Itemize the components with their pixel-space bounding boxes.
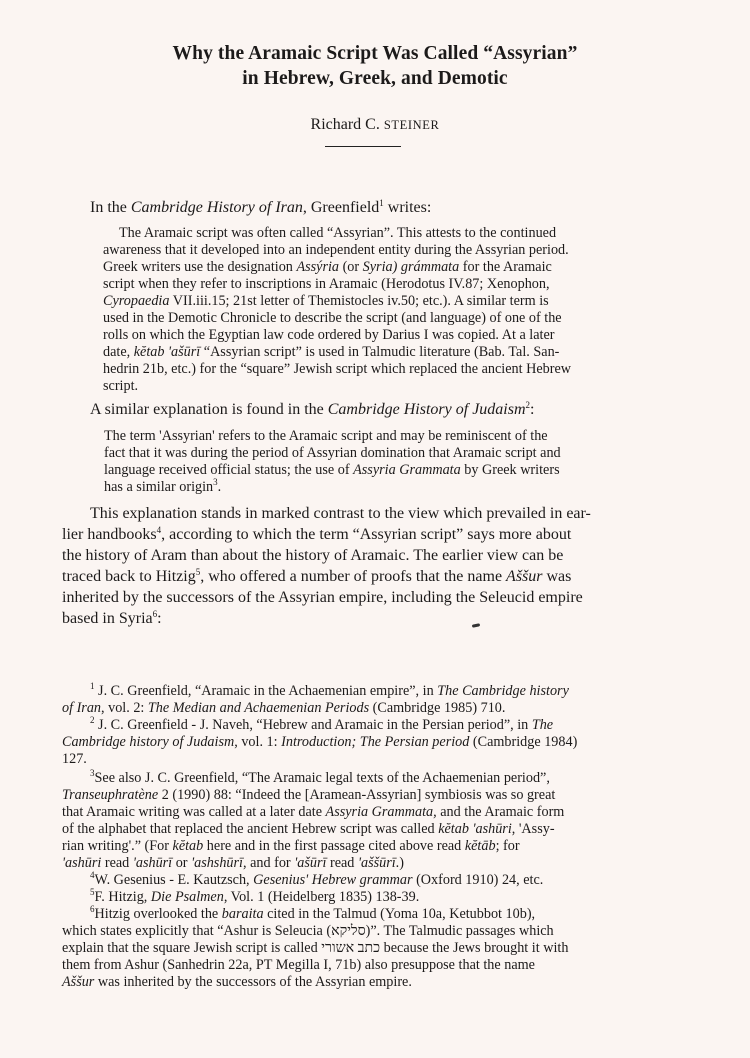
footnote-6-cont: which states explicitly that “Ashur is Seleucia (סליקא)”. The Talmudic passages which — [62, 923, 554, 939]
para3-line: This explanation stands in marked contrast to the view which prevailed in ear- — [90, 505, 591, 522]
footnote-1-cont: of Iran, vol. 2: The Median and Achaemenian Periods (Cambridge 1985) 710. — [62, 700, 506, 716]
footnote-3-cont: 'ashūri read 'ashūrī or 'ashshūrī, and for 'ašūrī read 'aššūrī.) — [62, 855, 404, 871]
para3-line: the history of Aram than about the history of Aramaic. The earlier view can be — [62, 547, 564, 564]
author — [0, 116, 750, 134]
para3-line: inherited by the successors of the Assyrian empire, including the Seleucid empire — [62, 589, 583, 606]
quote1-line: script when they refer to inscriptions in Aramaic (Herodotus IV.87; Xenophon, — [103, 276, 550, 292]
quote1-line: awareness that it developed into an independent entity during the Assyrian period. — [103, 242, 569, 258]
footnote-6-cont: explain that the square Jewish script is called כתב אשורי because the Jews brought it with — [62, 940, 569, 956]
footnote-3: $^3$See also J. C. Greenfield, “The Aramaic legal texts of the Achaemenian period”, — [90, 768, 550, 786]
author-last: STEINER — [383, 118, 440, 132]
footnote-6: $^6$Hitzig overlooked the baraita cited in the Talmud (Yoma 10a, Ketubbot 10b), — [90, 904, 536, 922]
footnote-ref-1: 1 — [379, 198, 384, 208]
para2-line: A similar explanation is found in the Cambridge History of Judaism$^2$: — [90, 400, 535, 418]
footnote-6-cont: them from Ashur (Sanhedrin 22a, PT Megilla I, 71b) also presuppose that the name — [62, 957, 535, 973]
para3-line: lier handbooks$^4$, according to which the term “Assyrian script” says more about — [62, 525, 572, 543]
footnote-3-cont: Transeuphratène 2 (1990) 88: “Indeed the [Aramean-Assyrian] symbiosis was so great — [62, 787, 556, 803]
footnote-5: $^5$F. Hitzig, Die Psalmen, Vol. 1 (Heidelberg 1835) 138-39. — [90, 887, 420, 905]
footnote-2-cont: 127. — [62, 751, 87, 767]
work-title: Cambridge History of Iran — [130, 199, 303, 216]
para3-line: based in Syria$^6$: — [62, 609, 162, 627]
footnote-1: $^1$ J. C. Greenfield, “Aramaic in the Achaemenian empire”, in The Cambridge history — [90, 681, 569, 699]
quote1-line: Greek writers use the designation Assýria (or Syria) grámmata for the Aramaic — [103, 259, 552, 275]
footnote-ref-5: 5 — [195, 567, 201, 577]
footnote-ref-3: 3 — [213, 477, 218, 487]
quote1-line: date, kĕtab 'ašūrī “Assyrian script” is used in Talmudic literature (Bab. Tal. San- — [103, 344, 560, 360]
quote1-line: rolls on which the Egyptian law code ordered by Darius I was copied. At a later — [103, 327, 555, 343]
footnote-2: $^2$ J. C. Greenfield - J. Naveh, “Hebrew and Aramaic in the Persian period”, in The — [90, 715, 554, 733]
footnote-ref-2: 2 — [525, 400, 531, 410]
author-first: Richard C. — [310, 116, 380, 133]
intro-line: In the Cambridge History of Iran, Greenfield$^1$ writes: — [90, 198, 432, 216]
footnote-3-cont: of the alphabet that replaced the ancient Hebrew script was called kĕtab 'ashūri, 'Assy- — [62, 821, 555, 837]
quote2-line: The term 'Assyrian' refers to the Aramaic script and may be reminiscent of the — [104, 428, 548, 444]
title-rule — [325, 146, 401, 147]
footnote-ref-4: 4 — [156, 525, 162, 535]
para3-line: traced back to Hitzig$^5$, who offered a number of proofs that the name Aššur was — [62, 567, 572, 585]
ink-mark — [472, 623, 480, 628]
quote1-line: used in the Demotic Chronicle to describe the script (and language) of one of the — [103, 310, 562, 326]
quote1-line: script. — [103, 378, 139, 394]
quote2-line: fact that it was during the period of Assyrian domination that Aramaic script and — [104, 445, 561, 461]
footnote-4: $^4$W. Gesenius - E. Kautzsch, Gesenius' Hebrew grammar (Oxford 1910) 24, etc. — [90, 870, 544, 888]
quote1-line: Cyropaedia VII.iii.15; 21st letter of Themistocles iv.50; etc.). A similar term is — [103, 293, 549, 309]
footnote-3-cont: that Aramaic writing was called at a later date Assyria Grammata, and the Aramaic form — [62, 804, 565, 820]
footnote-ref-6: 6 — [152, 609, 158, 619]
title-line-1: Why the Aramaic Script Was Called “Assyrian” — [172, 43, 578, 64]
footnote-3-cont: rian writing'.” (For kĕtab here and in the first passage cited above read kĕtāb; for — [62, 838, 520, 854]
work-title: Cambridge History of Judaism — [327, 401, 526, 418]
quote2-line: has a similar origin$^3$. — [104, 477, 222, 495]
quote1-line: hedrin 21b, etc.) for the “square” Jewish script which replaced the ancient Hebrew — [103, 361, 571, 377]
quote1-line: The Aramaic script was often called “Assyrian”. This attests to the continued — [119, 225, 557, 241]
footnote-2-cont: Cambridge history of Judaism, vol. 1: Introduction; The Persian period (Cambridge 1984) — [62, 734, 578, 750]
quote2-line: language received official status; the use of Assyria Grammata by Greek writers — [104, 462, 560, 478]
title-line-2: in Hebrew, Greek, and Demotic — [242, 68, 508, 89]
footnote-6-cont: Aššur was inherited by the successors of the Assyrian empire. — [62, 974, 412, 990]
